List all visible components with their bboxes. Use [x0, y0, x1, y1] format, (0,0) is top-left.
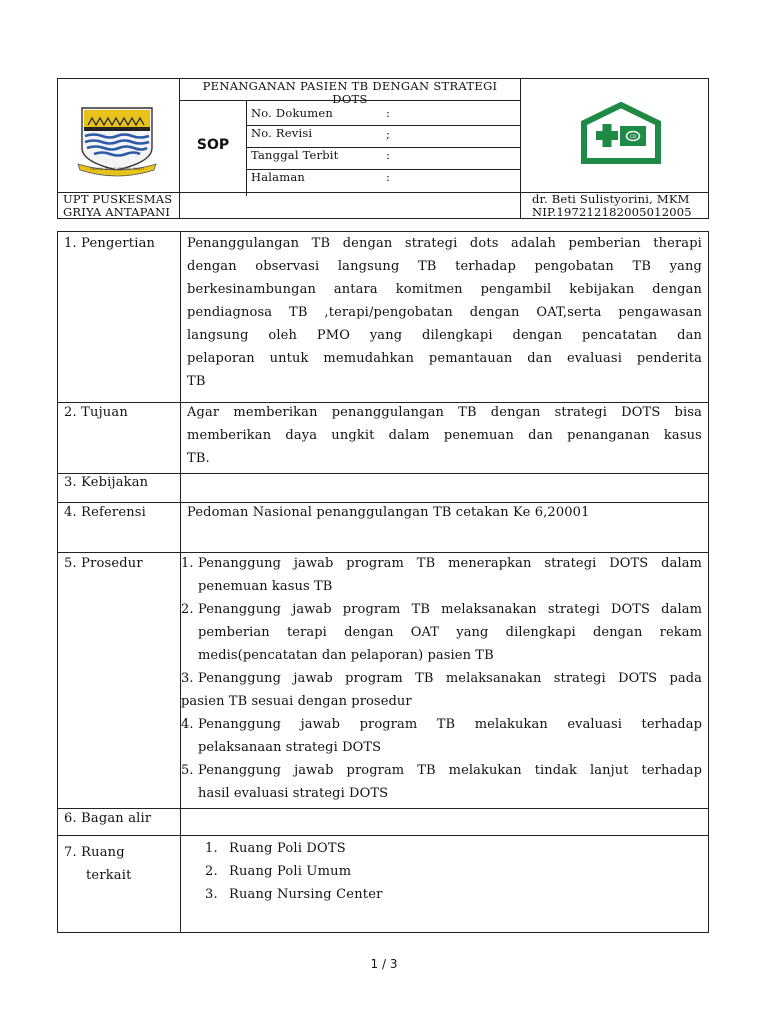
- section-label-tujuan: 2. Tujuan: [64, 405, 128, 420]
- field-separator: :: [386, 106, 391, 120]
- text-line: Penanggung jawab program TB melaksanakan strategi DOTS pada: [198, 671, 702, 686]
- header-divider: [246, 100, 247, 196]
- field-label-tanggal-terbit: Tanggal Terbit: [251, 148, 339, 162]
- text-line: hasil evaluasi strategi DOTS: [198, 786, 389, 801]
- seal-motto: GEMAH RIPAH WIBAWA MUKTI: [90, 167, 144, 171]
- field-separator: :: [386, 148, 391, 162]
- text-line: TB.: [187, 451, 210, 466]
- label-line: 7. Ruang: [64, 845, 125, 860]
- section-label-ruang-terkait: [64, 841, 132, 887]
- sop-label: SOP: [196, 137, 230, 153]
- list-number: 2.: [205, 864, 218, 879]
- text-line: Pedoman Nasional penanggulangan TB cetakan Ke 6,20001: [187, 505, 590, 520]
- page-number: 1 / 3: [370, 957, 398, 971]
- section-label-bagan-alir: 6. Bagan alir: [64, 811, 152, 826]
- text-line: Penanggung jawab program TB melakukan tindak lanjut terhadap: [198, 763, 702, 778]
- text-line: pelaksanaan strategi DOTS: [198, 740, 382, 755]
- section-label-pengertian: 1. Pengertian: [64, 236, 156, 251]
- list-number: 4.: [181, 717, 194, 732]
- text-line: Penanggung jawab program TB melaksanakan strategi DOTS dalam: [198, 602, 702, 617]
- table-divider: [58, 808, 708, 809]
- sop-title-line: PENANGANAN PASIEN TB DENGAN STRATEGI: [202, 79, 498, 93]
- list-number: 3.: [181, 671, 194, 686]
- header-divider: [520, 79, 521, 218]
- text-line: berkesinambungan antara komitmen pengambil kebijakan dengan: [187, 282, 702, 297]
- referensi-text: [187, 501, 702, 524]
- org-line: UPT PUSKESMAS: [63, 192, 173, 206]
- list-item: [181, 759, 702, 805]
- text-line: memberikan daya ungkit dalam penemuan dan penanganan kasus: [187, 428, 702, 443]
- text-line: pelaporan untuk memudahkan pemantauan dan evaluasi penderita: [187, 351, 702, 366]
- svg-text:CD: CD: [629, 135, 637, 140]
- text-line: Penanggung jawab program TB melakukan evaluasi terhadap: [198, 717, 702, 732]
- sop-title: [180, 80, 520, 106]
- text-line: Penanggung jawab program TB menerapkan strategi DOTS dalam: [198, 556, 702, 571]
- sop-header-table: [57, 78, 709, 219]
- signer-name: dr. Beti Sulistyorini, MKM: [532, 192, 690, 206]
- list-number: 1.: [181, 556, 194, 571]
- organization-name: [63, 193, 172, 219]
- label-line: terkait: [86, 868, 132, 883]
- table-divider: [58, 473, 708, 474]
- pengertian-text: [187, 232, 702, 393]
- ruang-terkait-list: [205, 837, 383, 906]
- list-text: Ruang Poli DOTS: [229, 841, 346, 856]
- list-item: [181, 713, 702, 759]
- list-number: 1.: [205, 841, 218, 856]
- text-line: TB: [187, 374, 206, 389]
- text-line: penemuan kasus TB: [198, 579, 333, 594]
- signer: [532, 193, 692, 219]
- text-line: medis(pencatatan dan pelaporan) pasien TB: [198, 648, 494, 663]
- list-text: Ruang Nursing Center: [229, 887, 383, 902]
- list-number: 2.: [181, 602, 194, 617]
- list-item: [181, 667, 702, 713]
- sop-title-line: DOTS: [332, 92, 368, 106]
- prosedur-list: [181, 552, 702, 805]
- text-line: Penanggulangan TB dengan strategi dots adalah pemberian therapi: [187, 236, 702, 251]
- text-line: Agar memberikan penanggulangan TB dengan strategi DOTS bisa: [187, 405, 702, 420]
- section-label-kebijakan: 3. Kebijakan: [64, 475, 149, 490]
- list-item: [205, 860, 383, 883]
- list-number: 3.: [205, 887, 218, 902]
- list-item: [181, 552, 702, 598]
- org-line: GRIYA ANTAPANI: [63, 205, 171, 219]
- list-number: 5.: [181, 763, 194, 778]
- table-divider: [58, 835, 708, 836]
- section-label-referensi: 4. Referensi: [64, 505, 147, 520]
- field-label-no-revisi: No. Revisi: [251, 126, 313, 140]
- text-line: pendiagnosa TB ,terapi/pengobatan dengan OAT,serta pengawasan: [187, 305, 702, 320]
- field-separator: ;: [386, 127, 391, 141]
- field-separator: :: [386, 170, 391, 184]
- list-text: Ruang Poli Umum: [229, 864, 352, 879]
- list-item: [205, 883, 383, 906]
- text-line: pasien TB sesuai dengan prosedur: [181, 694, 412, 709]
- section-label-prosedur: 5. Prosedur: [64, 556, 143, 571]
- field-label-no-dokumen: No. Dokumen: [251, 106, 333, 120]
- signer-nip: NIP.197212182005012005: [532, 205, 692, 219]
- list-item: [181, 598, 702, 667]
- text-line: pemberian terapi dengan OAT yang dilengkapi dengan rekam: [198, 625, 702, 640]
- text-line: langsung oleh PMO yang dilengkapi dengan pencatatan dan: [187, 328, 702, 343]
- list-item: [205, 837, 383, 860]
- tujuan-text: [187, 401, 702, 470]
- puskesmas-cross-logo-icon: [580, 102, 662, 166]
- field-label-halaman: Halaman: [251, 170, 305, 184]
- text-line: dengan observasi langsung TB terhadap pengobatan TB yang: [187, 259, 702, 274]
